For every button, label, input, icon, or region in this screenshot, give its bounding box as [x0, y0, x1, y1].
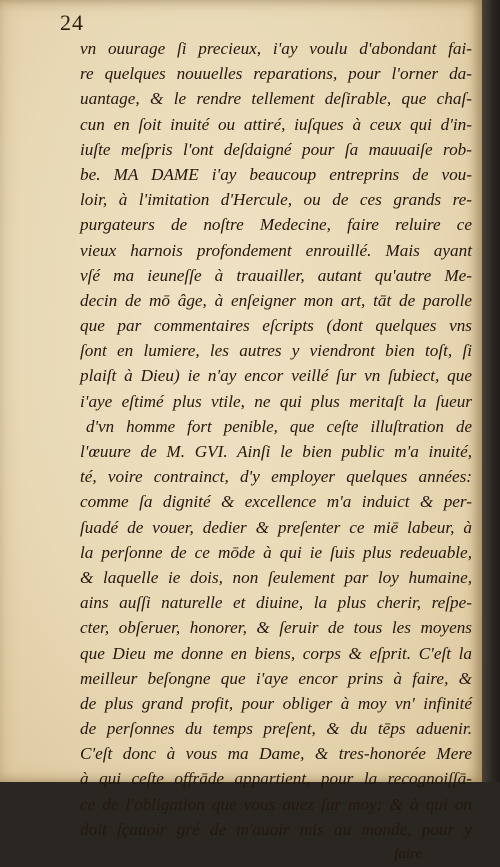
text-line: re quelques nouuelles reparations, pour l'orner da-	[80, 64, 472, 84]
text-line: vſé ma ieuneſſe à trauailler, autant qu'autre Me-	[80, 265, 472, 285]
text-line: meilleur beſongne que i'aye encor prins à faire, &	[80, 668, 472, 688]
page-gutter-edge	[482, 0, 500, 782]
text-line: i'aye eſtimé plus vtile, ne qui plus meritaſt la ſueur	[80, 391, 472, 411]
text-line: ce de l'obligation que vous auez ſur moy: & à qui on	[80, 794, 472, 814]
text-line: faire	[394, 846, 422, 862]
text-line: té, voire contrainct, d'y employer quelques années:	[80, 467, 472, 487]
text-line: decin de mō âge, à enſeigner mon art, tāt de parolle	[80, 290, 472, 310]
text-line: purgateurs de noſtre Medecine, faire reluire ce	[80, 215, 472, 235]
text-line: que Dieu me donne en biens, corps & eſprit. C'eſt la	[80, 643, 472, 663]
text-line: vn ouurage ſi precieux, i'ay voulu d'abondant fai-	[80, 39, 472, 58]
page-number: 24	[60, 10, 84, 35]
text-line: comme ſa dignité & excellence m'a induict & per-	[80, 492, 472, 512]
text-line: que par commentaires eſcripts (dont quelques vns	[80, 316, 472, 336]
text-line: vieux harnois profondement enrouillé. Mais ayant	[80, 240, 472, 260]
text-line: cter, obſeruer, honorer, & ſeruir de tous les moyens	[80, 618, 472, 638]
text-line: & laquelle ie dois, non ſeulement par loy humaine,	[80, 567, 472, 587]
text-line: ſuadé de vouer, dedier & preſenter ce miē labeur, à	[80, 517, 472, 537]
text-line: uantage, & le rendre tellement deſirable, que chaſ-	[80, 89, 472, 109]
text-line: be. MA DAME i'ay beaucoup entreprins de vou-	[80, 164, 472, 184]
text-line: cun en ſoit inuité ou attiré, iuſques à ceux qui d'in-	[80, 114, 472, 134]
text-line: doit ſçauoir gré de m'auoir mis au monde, pour y	[80, 819, 472, 839]
text-line: d'vn homme fort penible, que ceſte illuſtration de	[86, 416, 472, 436]
text-line: l'œuure de M. GVI. Ainſi le bien public m'a inuité,	[80, 442, 472, 461]
text-line: ains auſſi naturelle et diuine, la plus cherir, reſpe-	[80, 593, 472, 613]
text-line: de plus grand profit, pour obliger à moy vn' infinité	[80, 693, 472, 713]
text-line: iuſte meſpris l'ont deſdaigné pour ſa mauuaiſe rob-	[80, 139, 472, 159]
text-line: plaiſt à Dieu) ie n'ay encor veillé ſur vn ſubiect, que	[80, 366, 472, 386]
text-line: la perſonne de ce mōde à qui ie ſuis plus redeuable,	[80, 542, 472, 562]
text-line: ſont en lumiere, les autres y viendront bien toſt, ſi	[80, 341, 472, 361]
body-text	[80, 36, 472, 867]
text-line: à qui ceſte offrāde appartient, pour la recognoiſſā-	[80, 769, 472, 789]
text-line: loir, à l'imitation d'Hercule, ou de ces grands re-	[80, 190, 472, 210]
text-line: de perſonnes du temps preſent, & du tēps aduenir.	[80, 719, 472, 739]
text-line: C'eſt donc à vous ma Dame, & tres-honorée Mere	[80, 744, 472, 764]
